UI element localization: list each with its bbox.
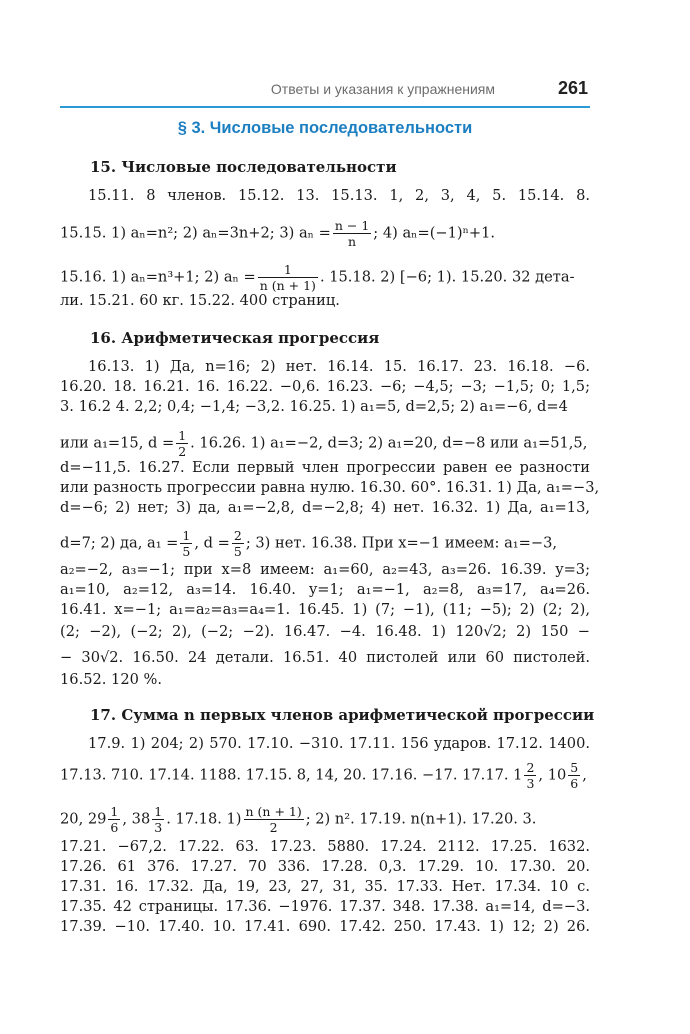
fraction-denominator: 3 [526, 776, 535, 791]
line-part: 15.15. 1) aₙ=n²; 2) aₙ=3n+2; 3) aₙ = [60, 224, 331, 242]
text-line: 17.9. 1) 204; 2) 570. 17.10. −310. 17.11. 156 ударов. 17.12. 1400. [88, 735, 590, 752]
line-part: ; 3) нет. 16.38. При x=−1 имеем: a₁=−3, [245, 534, 558, 552]
text-line: 16.20. 18. 16.21. 16. 16.22. −0,6. 16.23. −6; −4,5; −3; −1,5; 0; 1,5; [60, 378, 590, 395]
fraction-numerator: 1 [178, 428, 187, 443]
text-line: 3. 16.2 4. 2,2; 0,4; −1,4; −3,2. 16.25. 1) a₁=5, d=2,5; 2) a₁=−6, d=4 [60, 398, 568, 415]
fraction [524, 760, 536, 791]
fraction [152, 804, 164, 835]
fraction-denominator: n (n + 1) [259, 278, 316, 293]
heading-17: 17. Сумма n первых членов арифметической прогрессии [90, 706, 595, 724]
text-line: 16.41. x=−1; a₁=a₂=a₃=a₄=1. 16.45. 1) (7; −1), (11; −5); 2) (2; 2), [60, 601, 590, 618]
text-line: a₂=−2, a₃=−1; при x=8 имеем: a₁=60, a₂=43, a₃=26. 16.39. y=3; [60, 561, 590, 578]
text-line: 17.35. 42 страницы. 17.36. −1976. 17.37. 348. 17.38. a₁=14, d=−3. [60, 898, 590, 915]
text-line [60, 428, 590, 459]
fraction-denominator: 2 [178, 444, 187, 459]
text-line [60, 760, 590, 791]
line-part: или a₁=15, d = [60, 434, 175, 452]
fraction-numerator: 1 [182, 528, 191, 543]
heading-15: 15. Числовые последовательности [90, 158, 397, 176]
fraction-denominator: n [348, 234, 357, 249]
fraction-numerator: 2 [526, 760, 535, 775]
fraction-denominator: 6 [570, 776, 579, 791]
section-title: § 3. Числовые последовательности [177, 119, 473, 137]
text-line: ли. 15.21. 60 кг. 15.22. 400 страниц. [60, 292, 340, 309]
fraction-numerator: n − 1 [334, 218, 370, 233]
fraction [244, 804, 304, 835]
line-part: , 38 [122, 810, 151, 828]
fraction-denominator: 3 [154, 820, 163, 835]
text-line: a₁=10, a₂=12, a₃=14. 16.40. y=1; a₁=−1, a₂=8, a₃=17, a₄=26. [60, 581, 590, 598]
fraction-denominator: 5 [182, 544, 191, 559]
line-part: 17.13. 710. 17.14. 1188. 17.15. 8, 14, 20. 17.16. −17. 17.17. 1 [60, 766, 523, 784]
fraction-numerator: 2 [233, 528, 242, 543]
text-line: 17.31. 16. 17.32. Да, 19, 23, 27, 31, 35. 17.33. Нет. 17.34. 10 с. [60, 878, 590, 895]
text-line: (2; −2), (−2; 2), (−2; −2). 16.47. −4. 16.48. 1) 120√2; 2) 150 − [60, 623, 590, 640]
fraction-numerator: 1 [258, 262, 318, 278]
text-line: 15.11. 8 членов. 15.12. 13. 15.13. 1, 2, 3, 4, 5. 15.14. 8. [88, 187, 590, 204]
fraction [568, 760, 580, 791]
fraction-denominator: 6 [110, 820, 119, 835]
line-part: . 15.18. 2) [−6; 1). 15.20. 32 дета- [319, 268, 575, 286]
fraction [180, 528, 192, 559]
fraction-denominator: 5 [233, 544, 242, 559]
fraction-numerator: 1 [154, 804, 163, 819]
fraction [258, 262, 318, 293]
running-header [60, 78, 590, 108]
text-line: 17.39. −10. 17.40. 10. 17.41. 690. 17.42. 250. 17.43. 1) 12; 2) 26. [60, 918, 590, 935]
fraction [108, 804, 120, 835]
text-line [60, 218, 590, 249]
text-line: 16.13. 1) Да, n=16; 2) нет. 16.14. 15. 16.17. 23. 16.18. −6. [88, 358, 590, 375]
text-line: 17.21. −67,2. 17.22. 63. 17.23. 5880. 17.24. 2112. 17.25. 1632. [60, 838, 590, 855]
line-part: , [582, 766, 587, 784]
line-part: ; 4) aₙ=(−1)ⁿ+1. [373, 224, 496, 242]
text-line: d=−11,5. 16.27. Если первый член прогрессии равен ее разности [60, 459, 590, 476]
line-part: ; 2) n². 17.19. n(n+1). 17.20. 3. [305, 810, 537, 828]
header-rule [60, 106, 590, 108]
line-part: . 16.26. 1) a₁=−2, d=3; 2) a₁=20, d=−8 или a₁=51,5, [190, 434, 588, 452]
fraction [232, 528, 244, 559]
fraction-numerator: 1 [110, 804, 119, 819]
text-line: 17.26. 61 376. 17.27. 70 336. 17.28. 0,3. 17.29. 10. 17.30. 20. [60, 858, 590, 875]
line-part: , d = [194, 534, 230, 552]
fraction-numerator: n (n + 1) [245, 804, 302, 819]
line-part: 15.16. 1) aₙ=n³+1; 2) aₙ = [60, 268, 256, 286]
text-line [60, 528, 590, 559]
text-line: или разность прогрессии равна нулю. 16.30. 60°. 16.31. 1) Да, a₁=−3, [60, 479, 600, 496]
fraction-numerator: 5 [570, 760, 579, 775]
text-line: − 30√2. 16.50. 24 детали. 16.51. 40 пистолей или 60 пистолей. [60, 649, 590, 666]
line-part: d=7; 2) да, a₁ = [60, 534, 179, 552]
text-line [60, 804, 590, 835]
line-part: 20, 29 [60, 810, 107, 828]
running-title: Ответы и указания к упражнениям [270, 81, 495, 97]
fraction-denominator: 2 [269, 820, 278, 835]
text-line [60, 262, 590, 293]
fraction [333, 218, 371, 249]
heading-16: 16. Арифметическая прогрессия [90, 329, 380, 347]
text-line: 16.52. 120 %. [60, 671, 163, 688]
line-part: , 10 [538, 766, 567, 784]
fraction [176, 428, 188, 459]
page-number: 261 [557, 78, 588, 98]
line-part: . 17.18. 1) [166, 810, 242, 828]
text-line: d=−6; 2) нет; 3) да, a₁=−2,8, d=−2,8; 4) нет. 16.32. 1) Да, a₁=13, [60, 499, 590, 516]
